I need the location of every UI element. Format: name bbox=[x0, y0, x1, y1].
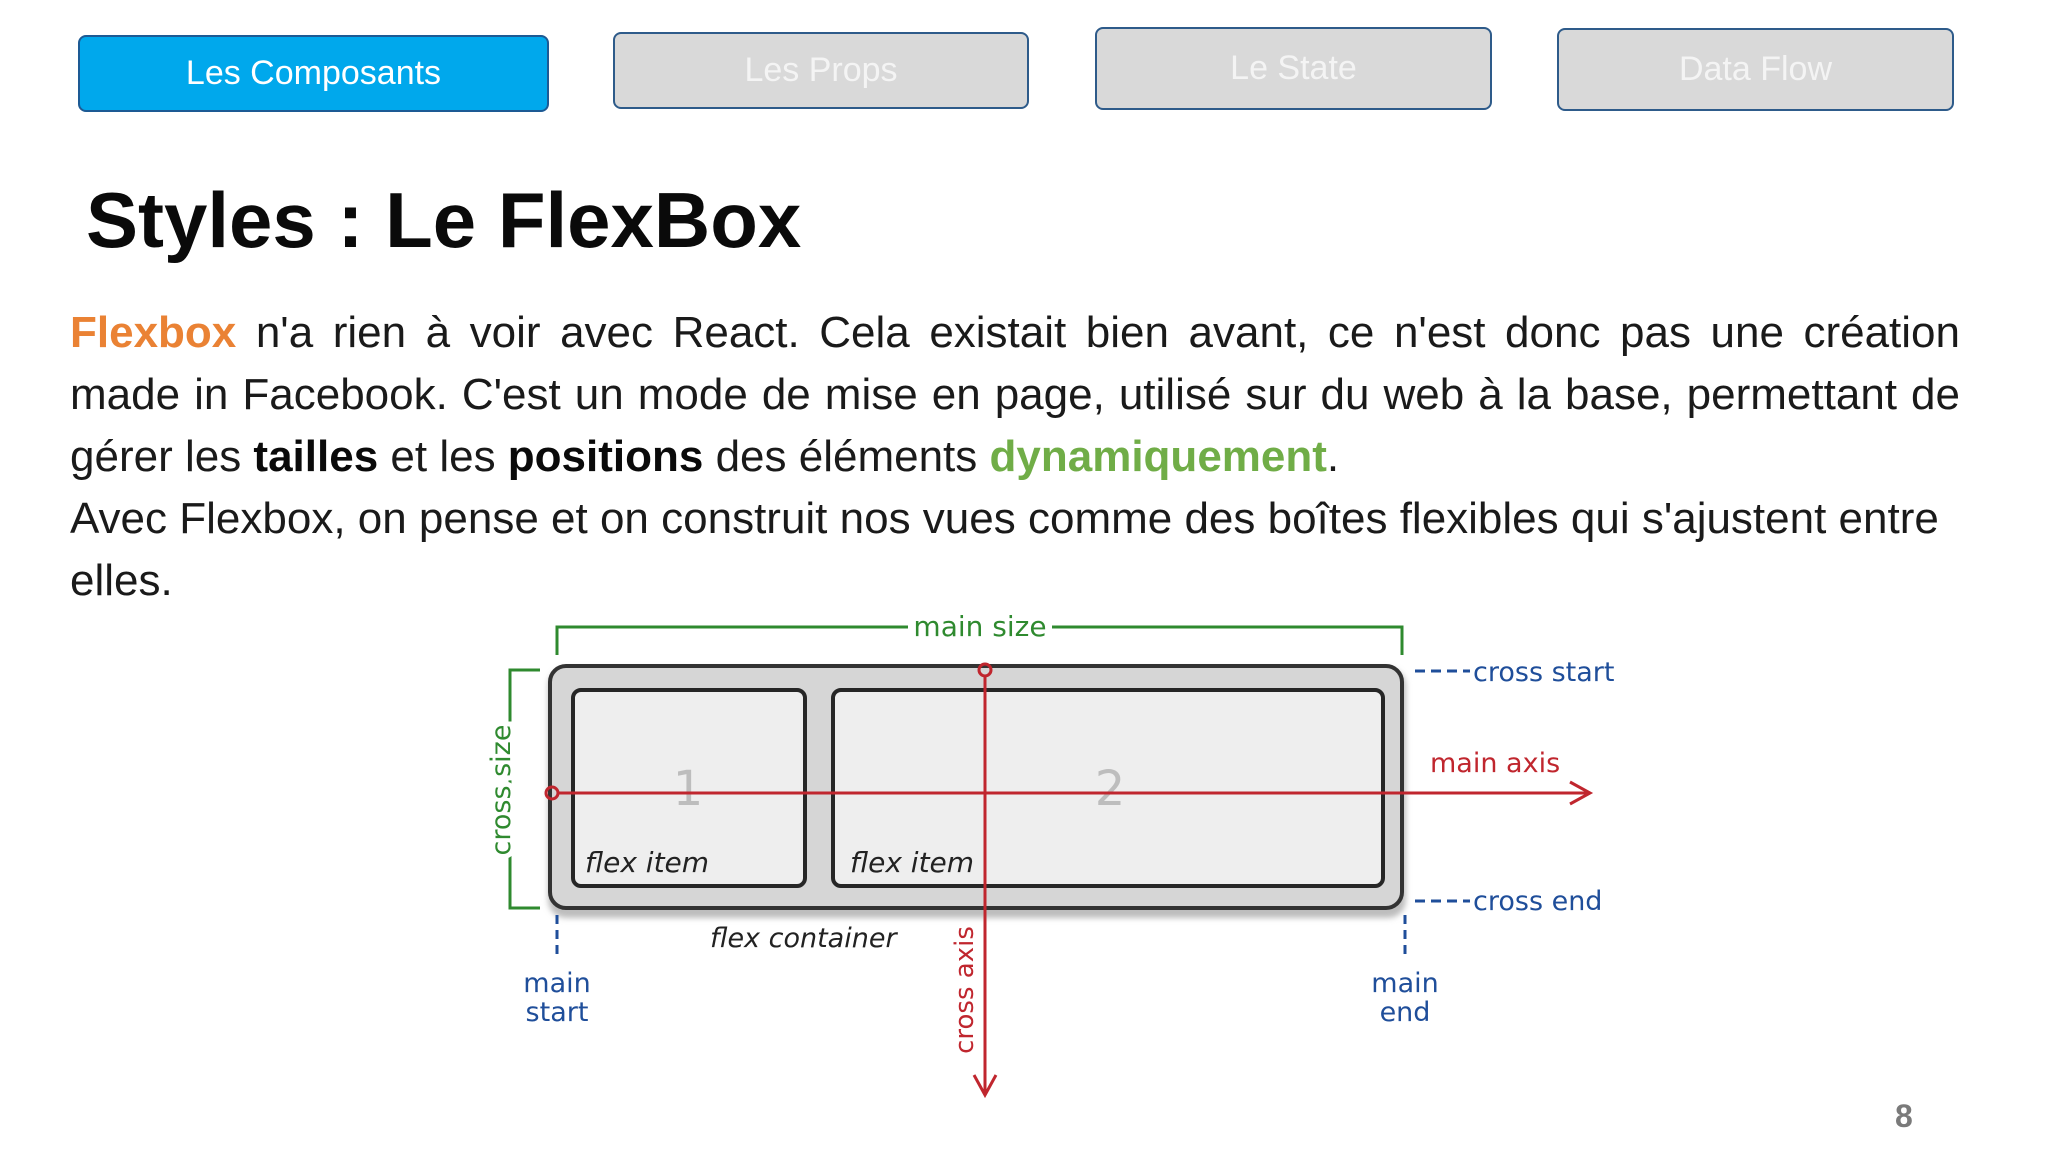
intro-text-b: et les bbox=[378, 432, 508, 481]
main-start-label-line1: main bbox=[523, 968, 591, 999]
flexbox-keyword: Flexbox bbox=[70, 308, 237, 357]
paragraph-flexible-boxes: Avec Flexbox, on pense et on construit nos vues comme des boîtes flexibles qui s'ajustent entre elles. bbox=[70, 494, 1939, 605]
main-end-label-line2: end bbox=[1379, 997, 1431, 1028]
flex-item-2-number: 2 bbox=[1094, 761, 1126, 817]
intro-text-c: des éléments bbox=[703, 432, 990, 481]
flexbox-diagram bbox=[480, 610, 1620, 1110]
slide-title: Styles : Le FlexBox bbox=[86, 176, 802, 264]
intro-text-d: . bbox=[1326, 432, 1340, 481]
cross-size-label: cross size bbox=[486, 724, 517, 856]
main-axis-label: main axis bbox=[1430, 748, 1561, 779]
slide-body bbox=[70, 302, 1960, 612]
flex-container-label: flex container bbox=[710, 923, 897, 954]
flex-item-2-label: flex item bbox=[850, 846, 975, 879]
tab-data-flow[interactable]: Data Flow bbox=[1557, 28, 1954, 111]
page-number: 8 bbox=[1895, 1098, 1913, 1134]
tab-le-state[interactable]: Le State bbox=[1095, 27, 1492, 110]
paragraph-flexbox-intro bbox=[70, 302, 1960, 488]
main-size-label: main size bbox=[913, 610, 1047, 643]
keyword-positions: positions bbox=[507, 432, 704, 481]
intro-text-a: n'a rien à voir avec React. Cela existait bien avant, ce n'est donc pas une création made in Facebook. C'est un mode de mise en page, utilisé sur du web à la base, permettant de gérer les bbox=[70, 308, 1960, 481]
cross-start-label: cross start bbox=[1473, 657, 1615, 688]
flex-item-1-number: 1 bbox=[672, 761, 704, 817]
main-end-label-line1: main bbox=[1371, 968, 1439, 999]
cross-axis-label: cross axis bbox=[950, 926, 980, 1054]
main-start-label-line2: start bbox=[525, 997, 589, 1028]
flex-item-1-label: flex item bbox=[585, 846, 710, 879]
keyword-tailles: tailles bbox=[253, 432, 379, 481]
tab-les-composants[interactable]: Les Composants bbox=[78, 35, 549, 112]
cross-end-label: cross end bbox=[1473, 886, 1603, 917]
tab-les-props[interactable]: Les Props bbox=[613, 32, 1029, 109]
keyword-dynamiquement: dynamiquement bbox=[989, 432, 1327, 481]
